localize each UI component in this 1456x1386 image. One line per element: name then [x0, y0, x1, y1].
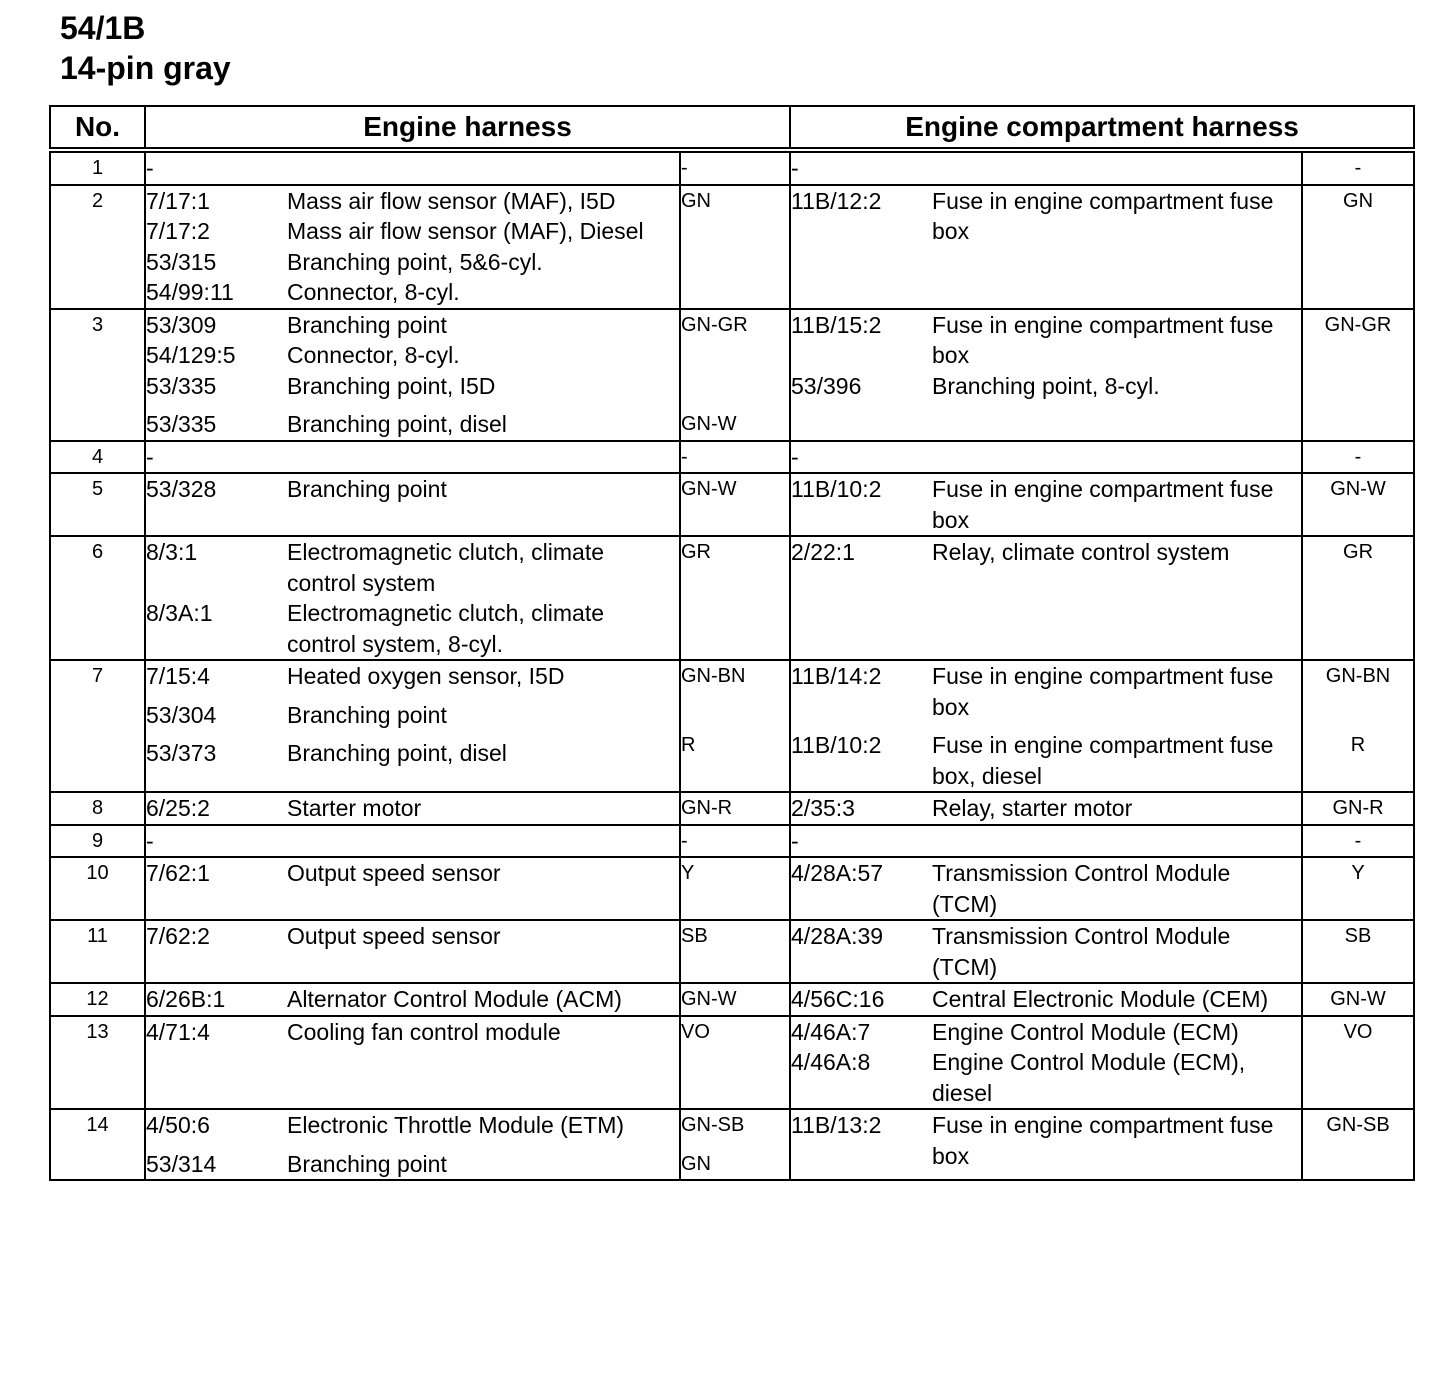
engine-harness-cell	[145, 792, 680, 825]
engine-entry-description	[287, 153, 679, 184]
compartment-entry-description: Fuse in engine compartment fuse box, diesel	[932, 732, 1274, 789]
connector-description: 14-pin gray	[60, 50, 231, 86]
compartment-entry-code: 2/35:3	[791, 795, 855, 821]
engine-entry	[146, 247, 679, 278]
engine-entry-description	[287, 442, 679, 473]
compartment-wire-color-cell	[1302, 792, 1414, 825]
compartment-harness-cell	[790, 857, 1302, 920]
engine-entry-description: Branching point, disel	[287, 740, 507, 766]
compartment-entry-description: Fuse in engine compartment fuse box	[932, 187, 1274, 244]
engine-entry-code: 53/373	[146, 740, 217, 766]
pin-number: 4	[50, 441, 145, 474]
compartment-wire-color-cell	[1302, 920, 1414, 983]
table-row	[50, 309, 1414, 441]
engine-wire-color: GN-GR	[681, 313, 748, 336]
compartment-wire-color: GN-SB	[1326, 1114, 1390, 1136]
engine-entry-code: 7/15:4	[146, 663, 210, 689]
engine-wire-color-cell	[680, 660, 790, 792]
header-compartment-harness: Engine compartment harness	[790, 106, 1414, 150]
compartment-wire-color: GR	[1343, 541, 1374, 563]
engine-entry-code: 54/99:11	[146, 279, 234, 305]
engine-harness-cell	[145, 441, 680, 474]
compartment-entry	[791, 1017, 1301, 1048]
engine-harness-cell	[145, 920, 680, 983]
compartment-entry-code: 4/28A:57	[791, 860, 884, 886]
engine-entry-description: Branching point, 5&6-cyl.	[287, 248, 543, 275]
engine-entry-code: 53/309	[146, 311, 217, 338]
compartment-entry-code: 2/22:1	[791, 539, 855, 565]
pin-number: 6	[50, 536, 145, 660]
engine-wire-color-cell	[680, 825, 790, 858]
engine-entry-code: 53/314	[146, 1150, 217, 1177]
engine-entry-description: Output speed sensor	[287, 923, 501, 949]
table-row	[50, 825, 1414, 858]
engine-entry-description: Mass air flow sensor (MAF), I5D	[287, 187, 616, 214]
compartment-entry-code: 11B/10:2	[791, 476, 882, 502]
engine-wire-color: GN-BN	[681, 665, 746, 687]
engine-entry-code: 53/304	[146, 701, 217, 728]
engine-entry	[146, 826, 679, 857]
compartment-entry-description: Fuse in engine compartment fuse box	[932, 663, 1274, 720]
engine-entry-description: Branching point, disel	[287, 411, 507, 437]
pin-number: 14	[50, 1109, 145, 1180]
engine-wire-color-cell	[680, 185, 790, 309]
engine-entry	[146, 700, 679, 731]
connector-id: 54/1B	[60, 10, 146, 46]
compartment-wire-color: GN	[1343, 189, 1374, 212]
compartment-entry	[791, 661, 1301, 722]
compartment-entry-code: 4/56C:16	[791, 986, 885, 1012]
engine-entry-code: -	[146, 443, 154, 470]
engine-entry	[146, 442, 679, 473]
header-row	[50, 106, 1414, 150]
table-row	[50, 983, 1414, 1016]
pin-number: 8	[50, 792, 145, 825]
compartment-entry-code: 11B/15:2	[791, 311, 882, 338]
engine-harness-cell	[145, 185, 680, 309]
compartment-entry	[791, 474, 1301, 535]
compartment-entry	[791, 153, 1301, 184]
engine-harness-cell	[145, 1016, 680, 1110]
engine-wire-color: Y	[681, 862, 695, 884]
table-row	[50, 920, 1414, 983]
engine-harness-cell	[145, 1109, 680, 1180]
engine-entry-code: 8/3A:1	[146, 600, 213, 626]
compartment-harness-cell	[790, 792, 1302, 825]
engine-entry-description: Branching point, I5D	[287, 372, 496, 399]
compartment-entry-code: -	[791, 443, 799, 470]
compartment-wire-color: Y	[1351, 862, 1365, 884]
pin-number: 7	[50, 660, 145, 792]
engine-entry-code: 53/315	[146, 248, 217, 275]
compartment-wire-color-cell	[1302, 536, 1414, 660]
compartment-entry-description	[932, 442, 1301, 473]
compartment-wire-color-cell	[1302, 1016, 1414, 1110]
compartment-entry-description: Fuse in engine compartment fuse box	[932, 1112, 1274, 1169]
compartment-entry	[791, 793, 1301, 824]
compartment-wire-color: GN-R	[1332, 797, 1384, 819]
compartment-harness-cell	[790, 1016, 1302, 1110]
engine-entry	[146, 371, 679, 402]
engine-entry	[146, 310, 679, 341]
compartment-entry-description: Fuse in engine compartment fuse box	[932, 476, 1274, 533]
engine-entry-code: 54/129:5	[146, 342, 236, 368]
engine-wire-color: -	[681, 829, 688, 852]
compartment-entry-description: Fuse in engine compartment fuse box	[932, 311, 1274, 368]
engine-entry-description: Starter motor	[287, 795, 422, 821]
engine-wire-color-cell	[680, 1109, 790, 1180]
compartment-entry	[791, 730, 1301, 791]
compartment-entry-description: Transmission Control Module (TCM)	[932, 860, 1231, 917]
compartment-wire-color-cell	[1302, 473, 1414, 536]
table-row	[50, 150, 1414, 185]
compartment-entry-description: Relay, climate control system	[932, 539, 1230, 565]
engine-entry-code: 7/62:2	[146, 923, 210, 949]
engine-wire-color-cell	[680, 1016, 790, 1110]
engine-entry-code: 7/17:1	[146, 187, 210, 214]
table-row	[50, 660, 1414, 792]
engine-wire-color: GN	[681, 189, 711, 212]
engine-harness-cell	[145, 825, 680, 858]
engine-entry-code: 6/25:2	[146, 795, 210, 821]
engine-entry-code: 4/71:4	[146, 1018, 210, 1045]
compartment-entry-code: 4/46A:7	[791, 1018, 871, 1045]
color-spacer	[681, 692, 789, 723]
header-engine-harness: Engine harness	[145, 106, 790, 150]
pin-table	[49, 105, 1415, 1181]
engine-entry	[146, 738, 679, 769]
compartment-entry-code: 4/28A:39	[791, 923, 884, 949]
table-row	[50, 857, 1414, 920]
engine-entry-description: Electromagnetic clutch, climate control system	[287, 539, 605, 596]
engine-entry-description: Branching point	[287, 476, 447, 502]
pin-number: 11	[50, 920, 145, 983]
pin-number: 3	[50, 309, 145, 441]
engine-entry-description: Connector, 8-cyl.	[287, 279, 460, 305]
engine-wire-color: SB	[681, 925, 708, 947]
compartment-harness-cell	[790, 473, 1302, 536]
engine-entry	[146, 598, 679, 659]
compartment-entry-code: 4/46A:8	[791, 1049, 871, 1075]
compartment-entry	[791, 442, 1301, 473]
engine-entry-code: 53/335	[146, 411, 217, 437]
pin-number: 9	[50, 825, 145, 858]
engine-harness-cell	[145, 983, 680, 1016]
compartment-entry	[791, 1110, 1301, 1171]
compartment-wire-color: GN-W	[1330, 478, 1386, 500]
compartment-entry	[791, 858, 1301, 919]
compartment-wire-color: R	[1350, 734, 1366, 756]
compartment-wire-color: -	[1354, 445, 1362, 468]
engine-entry-description: Branching point	[287, 311, 447, 338]
pin-number: 5	[50, 473, 145, 536]
engine-entry	[146, 186, 679, 217]
engine-entry-description	[287, 826, 679, 857]
engine-entry-description: Cooling fan control module	[287, 1018, 561, 1045]
engine-entry-description: Heated oxygen sensor, I5D	[287, 663, 565, 689]
engine-wire-color: GN-W	[681, 413, 737, 435]
table-row	[50, 441, 1414, 474]
engine-entry-description: Branching point	[287, 701, 447, 728]
engine-entry-code: 53/328	[146, 476, 217, 502]
engine-wire-color: VO	[681, 1020, 710, 1043]
compartment-entry-code: -	[791, 827, 799, 854]
compartment-wire-color: -	[1354, 829, 1362, 852]
engine-entry-code: 8/3:1	[146, 539, 198, 565]
engine-entry-code: 6/26B:1	[146, 986, 226, 1012]
engine-entry	[146, 1017, 679, 1048]
engine-entry-code: 53/335	[146, 372, 217, 399]
compartment-wire-color-cell	[1302, 983, 1414, 1016]
engine-entry	[146, 1149, 679, 1180]
engine-entry	[146, 984, 679, 1015]
compartment-entry	[791, 537, 1301, 568]
pin-number: 10	[50, 857, 145, 920]
compartment-harness-cell	[790, 1109, 1302, 1180]
engine-wire-color-cell	[680, 473, 790, 536]
engine-wire-color: -	[681, 445, 688, 468]
pin-number: 12	[50, 983, 145, 1016]
engine-wire-color-cell	[680, 536, 790, 660]
compartment-entry	[791, 371, 1301, 402]
engine-entry	[146, 1110, 679, 1141]
compartment-harness-cell	[790, 536, 1302, 660]
engine-entry-description: Output speed sensor	[287, 860, 501, 886]
compartment-entry-code: 11B/14:2	[791, 663, 882, 689]
engine-wire-color-cell	[680, 150, 790, 185]
table-row	[50, 792, 1414, 825]
compartment-entry-description: Transmission Control Module (TCM)	[932, 923, 1231, 980]
compartment-entry-code: -	[791, 155, 799, 181]
compartment-entry	[791, 826, 1301, 857]
compartment-entry	[791, 310, 1301, 371]
engine-wire-color: GR	[681, 541, 711, 563]
compartment-entry	[791, 186, 1301, 247]
engine-entry-description: Mass air flow sensor (MAF), Diesel	[287, 218, 644, 244]
engine-entry	[146, 340, 679, 371]
pin-number: 13	[50, 1016, 145, 1110]
color-spacer	[681, 340, 789, 371]
engine-entry	[146, 537, 679, 598]
compartment-harness-cell	[790, 309, 1302, 441]
engine-entry	[146, 277, 679, 308]
engine-wire-color: GN-SB	[681, 1114, 745, 1136]
compartment-wire-color: GN-BN	[1325, 665, 1391, 687]
compartment-wire-color-cell	[1302, 660, 1414, 792]
engine-harness-cell	[145, 473, 680, 536]
compartment-harness-cell	[790, 441, 1302, 474]
compartment-harness-cell	[790, 825, 1302, 858]
engine-entry-code: 7/17:2	[146, 218, 210, 244]
compartment-wire-color-cell	[1302, 150, 1414, 185]
compartment-wire-color-cell	[1302, 1109, 1414, 1180]
compartment-entry-description: Central Electronic Module (CEM)	[932, 986, 1269, 1012]
engine-entry	[146, 858, 679, 889]
compartment-wire-color: VO	[1343, 1020, 1373, 1043]
compartment-entry	[791, 984, 1301, 1015]
table-row	[50, 473, 1414, 536]
header-no: No.	[50, 106, 145, 150]
compartment-entry-description	[932, 153, 1301, 184]
compartment-harness-cell	[790, 920, 1302, 983]
engine-wire-color-cell	[680, 857, 790, 920]
engine-entry-description: Electronic Throttle Module (ETM)	[287, 1112, 625, 1138]
compartment-entry-code: 11B/10:2	[791, 732, 882, 758]
compartment-wire-color: GN-GR	[1324, 313, 1392, 336]
table-row	[50, 1109, 1414, 1180]
compartment-entry-description: Engine Control Module (ECM), diesel	[932, 1049, 1246, 1106]
engine-wire-color: -	[681, 157, 688, 179]
compartment-entry-code: 11B/13:2	[791, 1112, 882, 1138]
engine-harness-cell	[145, 309, 680, 441]
engine-entry-description: Electromagnetic clutch, climate control system, 8-cyl.	[287, 600, 605, 657]
compartment-harness-cell	[790, 150, 1302, 185]
engine-wire-color: GN	[681, 1152, 711, 1175]
color-spacer	[681, 371, 789, 402]
compartment-entry-description	[932, 826, 1301, 857]
compartment-wire-color-cell	[1302, 825, 1414, 858]
engine-entry	[146, 474, 679, 505]
engine-entry-code: 7/62:1	[146, 860, 210, 886]
engine-entry	[146, 661, 679, 692]
compartment-entry-description: Engine Control Module (ECM)	[932, 1018, 1239, 1045]
compartment-wire-color-cell	[1302, 309, 1414, 441]
table-row	[50, 185, 1414, 309]
engine-entry	[146, 409, 679, 440]
compartment-harness-cell	[790, 185, 1302, 309]
pin-number: 1	[50, 150, 145, 185]
color-spacer	[1303, 692, 1413, 723]
compartment-entry-code: 11B/12:2	[791, 187, 882, 214]
engine-wire-color: GN-R	[681, 797, 733, 819]
engine-wire-color-cell	[680, 441, 790, 474]
compartment-wire-color-cell	[1302, 441, 1414, 474]
page-title	[60, 8, 231, 88]
compartment-wire-color: -	[1354, 157, 1362, 179]
compartment-wire-color: SB	[1344, 925, 1372, 947]
engine-wire-color-cell	[680, 983, 790, 1016]
pin-number: 2	[50, 185, 145, 309]
engine-entry	[146, 153, 679, 184]
engine-harness-cell	[145, 536, 680, 660]
compartment-wire-color-cell	[1302, 185, 1414, 309]
engine-wire-color: GN-W	[681, 478, 737, 500]
engine-wire-color-cell	[680, 920, 790, 983]
engine-harness-cell	[145, 857, 680, 920]
engine-entry-description: Alternator Control Module (ACM)	[287, 986, 622, 1012]
engine-entry-code: -	[146, 155, 154, 181]
compartment-entry	[791, 1047, 1301, 1108]
engine-entry-code: -	[146, 827, 154, 854]
engine-entry	[146, 216, 679, 247]
engine-wire-color: GN-W	[681, 988, 737, 1010]
compartment-entry	[791, 921, 1301, 982]
engine-entry-description: Connector, 8-cyl.	[287, 342, 460, 368]
engine-entry-description: Branching point	[287, 1150, 447, 1177]
engine-wire-color-cell	[680, 309, 790, 441]
compartment-wire-color-cell	[1302, 857, 1414, 920]
table-row	[50, 536, 1414, 660]
compartment-entry-code: 53/396	[791, 372, 862, 399]
table-row	[50, 1016, 1414, 1110]
compartment-entry-description: Relay, starter motor	[932, 795, 1133, 821]
engine-wire-color: R	[681, 734, 696, 756]
engine-harness-cell	[145, 660, 680, 792]
compartment-wire-color: GN-W	[1330, 988, 1386, 1010]
compartment-harness-cell	[790, 983, 1302, 1016]
compartment-harness-cell	[790, 660, 1302, 792]
engine-entry-code: 4/50:6	[146, 1112, 210, 1138]
engine-entry	[146, 921, 679, 952]
engine-entry	[146, 793, 679, 824]
compartment-entry-description: Branching point, 8-cyl.	[932, 372, 1160, 399]
engine-wire-color-cell	[680, 792, 790, 825]
engine-harness-cell	[145, 150, 680, 185]
